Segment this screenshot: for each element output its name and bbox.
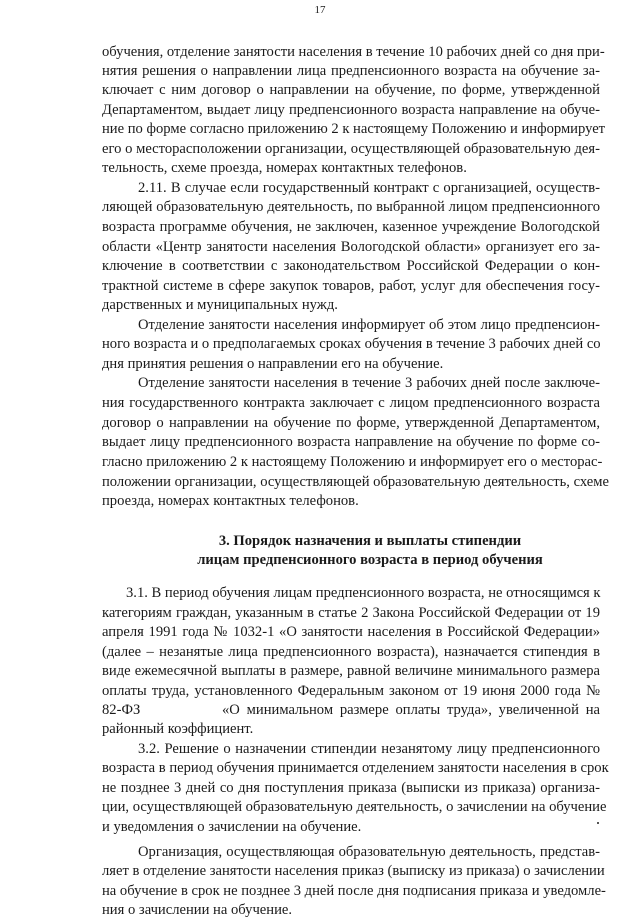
text-line: проезда, номерах контактных телефонов.	[102, 493, 359, 509]
text-line: Отделение занятости населения информирует об этом лицо предпенсион-	[138, 317, 600, 333]
text-line: на обучение в срок не позднее 3 дней после дня подписания приказа и уведомле-	[102, 883, 606, 899]
text-line: Отделение занятости населения в течение 3 рабочих дней после заключе-	[138, 375, 600, 391]
text-line: районный коэффициент.	[102, 721, 254, 737]
section-heading-line: лицам предпенсионного возраста в период обучения	[197, 552, 543, 568]
text-line: ния государственного контракта заключает с лицом предпенсионного возраста	[102, 395, 600, 411]
section-heading-line: 3. Порядок назначения и выплаты стипендии	[218, 533, 522, 549]
text-line: «О минимальном размере оплаты труда», увеличенной на	[222, 702, 600, 718]
text-line: апреля 1991 года № 1032-1 «О занятости населения в Российской Федерации»	[102, 624, 600, 640]
text-line: области «Центр занятости населения Вологодской области» организует его за-	[102, 239, 600, 255]
text-line: нятия решения о направлении лица предпенсионного возраста на обучение за-	[102, 63, 600, 79]
text-line: категориям граждан, указанным в статье 2 Закона Российской Федерации от 19	[102, 605, 600, 621]
text-line: ключение в соответствии с законодательством Российской Федерации о кон-	[102, 258, 600, 274]
text-line: 2.11. В случае если государственный контракт с организацией, осуществ-	[138, 180, 600, 196]
text-line: дарственных и муниципальных нужд.	[102, 297, 338, 313]
text-line: и уведомления о зачислении на обучение.	[102, 819, 362, 835]
text-line: 3.2. Решение о назначении стипендии незанятому лицу предпенсионного	[138, 741, 600, 757]
text-line: его о месторасположении организации, осуществляющей образовательную дея-	[102, 141, 600, 157]
text-line: ключает с ним договор о направлении на обучение, по форме, утвержденной	[102, 82, 600, 98]
text-line: гласно приложению 2 к настоящему Положению и информирует его о месторас-	[102, 454, 603, 470]
scan-speck	[597, 822, 599, 824]
text-line: (далее – незанятые лица предпенсионного возраста), назначается стипендия в	[102, 644, 600, 660]
text-line: ции, осуществляющей образовательную деятельность, о зачислении на обучение	[102, 799, 607, 815]
text-line: возраста в период обучения принимается отделением занятости населения в срок	[102, 760, 609, 776]
text-line: виде ежемесячной выплаты в размере, равной величине минимального размера	[102, 663, 600, 679]
text-line: выдает лицу предпенсионного возраста направление на обучение по форме со-	[102, 434, 600, 450]
text-line: Организация, осуществляющая образовательную деятельность, представ-	[138, 844, 600, 860]
text-line: ного возраста и о предполагаемых сроках обучения в течение 3 рабочих дней со	[102, 336, 601, 352]
text-line: не позднее 3 дней со дня поступления приказа (выписки из приказа) организа-	[102, 780, 600, 796]
page-number: 17	[314, 4, 326, 16]
text-line: положении организации, осуществляющей образовательную деятельность, схеме	[102, 474, 609, 490]
text-line: возраста программе обучения, не заключен, казенное учреждение Вологодской	[102, 219, 600, 235]
text-line: ляет в отделение занятости населения приказ (выписку из приказа) о зачислении	[102, 863, 605, 879]
text-line: обучения, отделение занятости населения в течение 10 рабочих дней со дня при-	[102, 44, 605, 60]
text-line: оплаты труда, установленного Федеральным законом от 19 июня 2000 года №	[102, 683, 600, 699]
text-line: ляющей образовательную деятельность, по выбранной лицом предпенсионного	[102, 199, 600, 215]
text-line: трактной системе в сфере закупок товаров, работ, услуг для обеспечения госу-	[102, 278, 600, 294]
text-line: Департаментом, выдает лицу предпенсионного возраста направление на обуче-	[102, 102, 600, 118]
text-line: ния о зачислении на обучение.	[102, 902, 293, 918]
text-line: 3.1. В период обучения лицам предпенсионного возраста, не относящимся к	[126, 585, 601, 601]
text-line: тельность, схеме проезда, номерах контактных телефонов.	[102, 160, 467, 176]
text-line: 82-ФЗ	[102, 702, 141, 718]
text-line: дня принятия решения о направлении его на обучение.	[102, 356, 444, 372]
text-line: договор о направлении на обучение по форме, утвержденной Департаментом,	[102, 415, 600, 431]
text-line: ние по форме согласно приложению 2 к настоящему Положению и информирует	[102, 121, 606, 137]
